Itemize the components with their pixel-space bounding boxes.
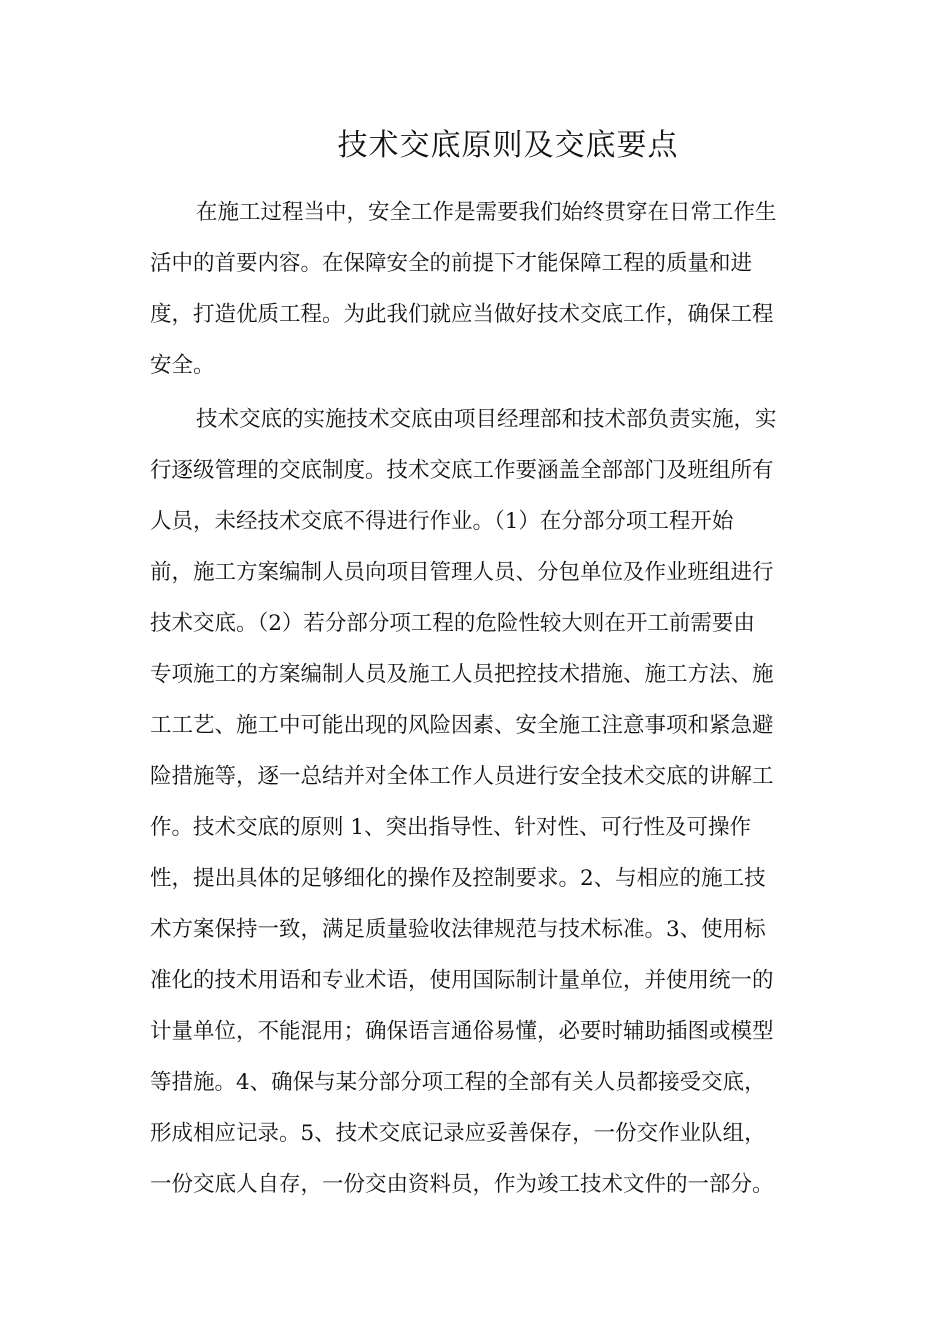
paragraph-line: 专项施工的方案编制人员及施工人员把控技术措施、施工方法、施 xyxy=(150,662,774,687)
paragraph-line: 一份交底人自存，一份交由资料员，作为竣工技术文件的一部分。 xyxy=(150,1172,774,1197)
paragraph-line: 准化的技术用语和专业术语，使用国际制计量单位，并使用统一的 xyxy=(150,968,774,993)
paragraph-line: 等措施。4、确保与某分部分项工程的全部有关人员都接受交底， xyxy=(150,1070,766,1095)
paragraph-line: 行逐级管理的交底制度。技术交底工作要涵盖全部部门及班组所有 xyxy=(150,458,774,483)
paragraph-line: 前，施工方案编制人员向项目管理人员、分包单位及作业班组进行 xyxy=(150,560,774,585)
paragraph-line: 术方案保持一致，满足质量验收法律规范与技术标准。3、使用标 xyxy=(150,917,766,942)
paragraph-line: 在施工过程当中，安全工作是需要我们始终贯穿在日常工作生 xyxy=(196,200,777,225)
paragraph-line: 人员，未经技术交底不得进行作业。（1）在分部分项工程开始 xyxy=(150,509,734,534)
paragraph-line: 工工艺、施工中可能出现的风险因素、安全施工注意事项和紧急避 xyxy=(150,713,774,738)
paragraph-line: 技术交底的实施技术交底由项目经理部和技术部负责实施，实 xyxy=(196,407,777,432)
paragraph-line: 活中的首要内容。在保障安全的前提下才能保障工程的质量和进 xyxy=(150,251,753,276)
paragraph-line: 计量单位，不能混用；确保语言通俗易懂，必要时辅助插图或模型 xyxy=(150,1019,774,1044)
paragraph-line: 度，打造优质工程。为此我们就应当做好技术交底工作，确保工程 xyxy=(150,302,774,327)
paragraph-line: 作。技术交底的原则 1、突出指导性、针对性、可行性及可操作 xyxy=(150,815,752,840)
paragraph-line: 性，提出具体的足够细化的操作及控制要求。2、与相应的施工技 xyxy=(150,866,766,891)
document-title: 技术交底原则及交底要点 xyxy=(337,128,679,163)
paragraph-line: 形成相应记录。5、技术交底记录应妥善保存，一份交作业队组， xyxy=(150,1121,766,1146)
paragraph-line: 险措施等，逐一总结并对全体工作人员进行安全技术交底的讲解工 xyxy=(150,764,774,789)
paragraph-line: 安全。 xyxy=(150,353,215,378)
paragraph-line: 技术交底。（2）若分部分项工程的危险性较大则在开工前需要由 xyxy=(150,611,755,636)
